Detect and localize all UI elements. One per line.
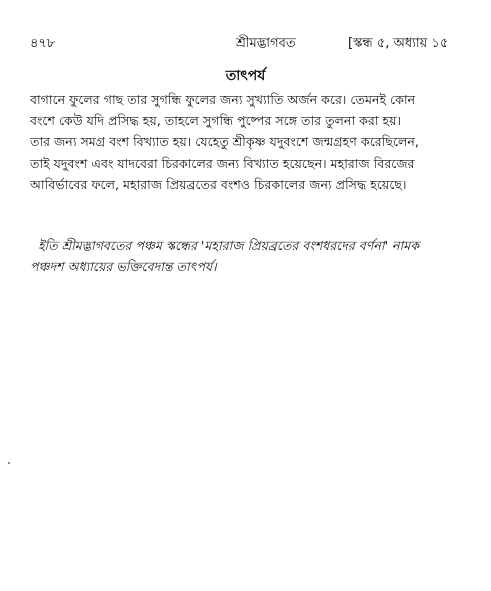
purport-heading: তাৎপর্য: [225, 68, 266, 84]
book-title: শ্রীমদ্ভাগবত: [236, 36, 296, 51]
purport-paragraph: [30, 89, 466, 195]
page-number: ৪৭৮: [30, 36, 56, 51]
running-header: [30, 35, 466, 53]
purport-line: বাগানে ফুলের গাছ তার সুগন্ধি ফুলের জন্য সুখ্যাতি অর্জন করে। তেমনই কোন: [30, 92, 416, 107]
purport-line: বংশে কেউ যদি প্রসিদ্ধ হয়, তাহলে সুগন্ধি পুষ্পের সঙ্গে তার তুলনা করা হয়।: [30, 113, 402, 129]
margin-speck: [8, 462, 10, 464]
purport-line: আবির্ভাবের ফলে, মহারাজ প্রিয়ব্রতের বংশও চিরকালের জন্য প্রসিদ্ধ হয়েছে।: [30, 176, 407, 192]
canto-chapter-reference: [স্কন্ধ ৫, অধ্যায় ১৫: [348, 36, 449, 51]
purport-line: তার জন্য সমগ্র বংশ বিখ্যাত হয়। যেহেতু শ্রীকৃষ্ণ যদুবংশে জন্মগ্রহণ করেছিলেন,: [30, 134, 419, 150]
purport-line: তাই যদুবংশ এবং যাদবেরা চিরকালের জন্য বিখ্যাত হয়েছেন। মহারাজ বিরজের: [30, 155, 415, 171]
colophon-line: পঞ্চদশ অধ্যায়ের ভক্তিবেদান্ত তাৎপর্য।: [30, 259, 217, 274]
colophon-line: ইতি শ্রীমদ্ভাগবতের পঞ্চম স্কন্ধের 'মহারাজ প্রিয়ব্রতের বংশধরদের বর্ণনা' নামক: [38, 238, 420, 253]
chapter-colophon: [30, 235, 466, 277]
